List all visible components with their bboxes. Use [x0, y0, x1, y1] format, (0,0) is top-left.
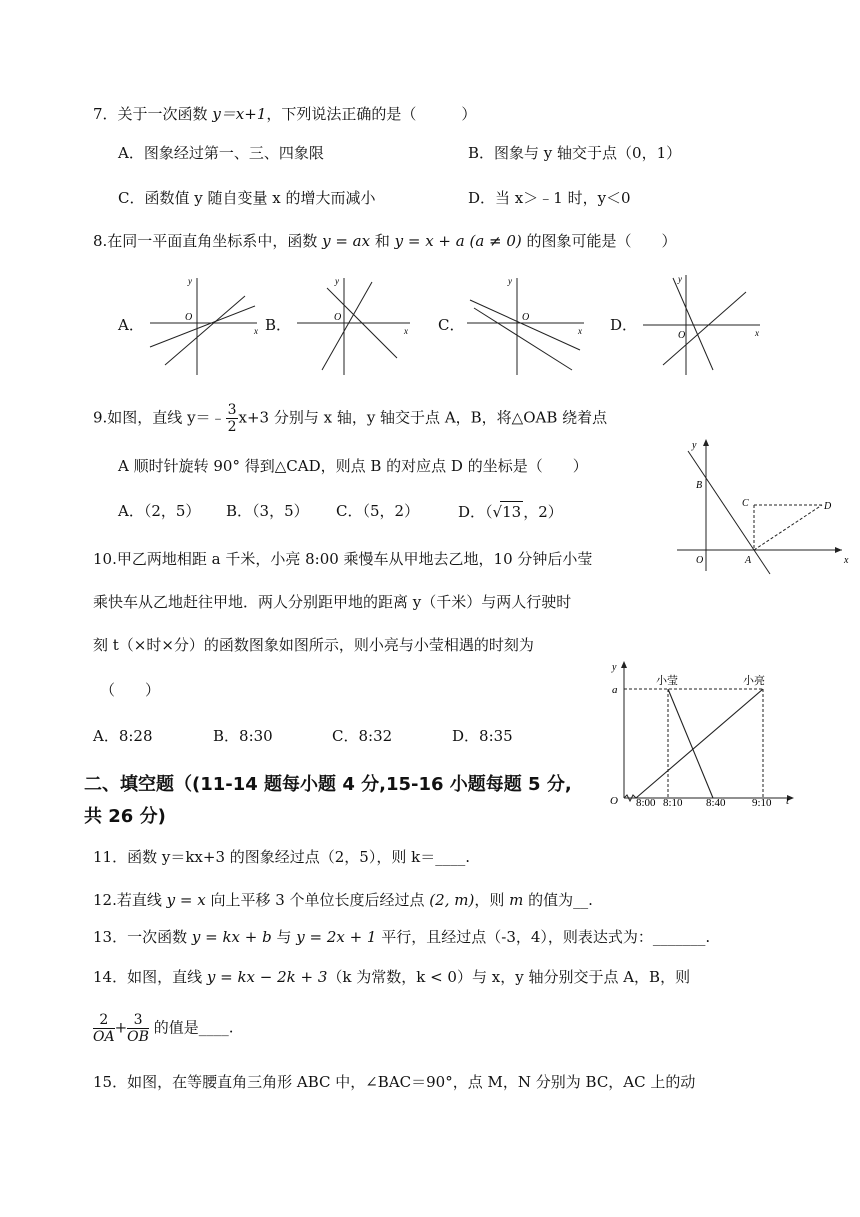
q9-option-c: C．（5，2） [336, 502, 420, 520]
svg-text:x: x [755, 328, 759, 338]
svg-text:O: O [610, 795, 618, 807]
svg-text:y: y [188, 276, 192, 286]
svg-text:y: y [678, 274, 682, 284]
svg-text:a: a [612, 684, 618, 696]
q7-option-d: D．当 x＞﹣1 时，y＜0 [468, 189, 631, 207]
q8-graph-a [145, 270, 265, 380]
svg-text:y: y [692, 440, 697, 451]
q7-option-a: A．图象经过第一、三、四象限 [118, 144, 324, 162]
q9-fraction: $\frac{3}{2}$ [227, 402, 237, 435]
q10-option-c: C．8:32 [332, 727, 393, 745]
q8-graph-c [462, 270, 592, 380]
q14-fraction-2: $\frac{3}{OB}$ [127, 1012, 149, 1045]
q8-graph-d [638, 270, 768, 380]
q8-label-b: B． [265, 316, 292, 334]
svg-text:小亮: 小亮 [743, 675, 765, 687]
q10-option-d: D．8:35 [452, 727, 513, 745]
svg-text:O: O [522, 312, 530, 323]
svg-text:B: B [696, 480, 703, 491]
q9-option-b: B．（3，5） [226, 502, 309, 520]
svg-text:8:00: 8:00 [636, 797, 656, 809]
q11: 11．函数 y＝kx+3 的图象经过点（2，5），则 k＝____. [93, 848, 470, 866]
q9-option-a: A．（2，5） [118, 502, 201, 520]
q9-stem-line1: 9.如图，直线 y＝﹣ $\frac{3}{2}$ x+3 分别与 x 轴，y 轴交于点 A，B，将△OAB 绕着点 [93, 402, 608, 435]
svg-text:O: O [185, 312, 193, 323]
q8-label-d: D． [610, 316, 638, 334]
q7-option-b: B．图象与 y 轴交于点（0，1） [468, 144, 682, 162]
svg-text:O: O [678, 330, 686, 341]
q15: 15．如图，在等腰直角三角形 ABC 中，∠BAC＝90°，点 M，N 分别为 BC，AC 上的动 [93, 1073, 696, 1091]
q14-line2: $\frac{2}{OA}$ + $\frac{3}{OB}$ 的值是____. [93, 1012, 234, 1045]
q10-line1: 10.甲乙两地相距 a 千米，小亮 8:00 乘慢车从甲地去乙地，10 分钟后小莹 [93, 550, 593, 568]
svg-text:x: x [254, 326, 258, 336]
q10-figure [600, 658, 800, 810]
q14-line1: 14．如图，直线 y = kx − 2k + 3（k 为常数，k < 0）与 x，y 轴分别交于点 A，B，则 [93, 968, 691, 986]
svg-text:t: t [786, 795, 790, 807]
svg-text:A: A [745, 555, 752, 566]
svg-text:O: O [696, 555, 704, 566]
svg-text:y: y [508, 276, 512, 286]
svg-text:C: C [742, 498, 749, 509]
q8-label-c: C． [438, 316, 465, 334]
q8-stem: 8.在同一平面直角坐标系中，函数 y = ax 和 y = x + a (a ≠ 0) 的图象可能是（ ） [93, 232, 677, 250]
q10-option-b: B．8:30 [213, 727, 273, 745]
q8-label-a: A． [118, 316, 144, 334]
q9-figure [672, 436, 852, 576]
q9-option-d: D．（√13 ，2） [458, 503, 563, 521]
svg-text:y: y [612, 662, 617, 673]
svg-text:O: O [334, 312, 342, 323]
q7-stem: 7．关于一次函数 y＝x+1，下列说法正确的是（ ） [93, 105, 477, 123]
svg-text:D: D [824, 501, 832, 512]
svg-text:8:40: 8:40 [706, 797, 726, 809]
q10-line3: 刻 t（×时×分）的函数图象如图所示，则小亮与小莹相遇的时刻为 [93, 636, 534, 654]
q10-option-a: A．8:28 [93, 727, 153, 745]
svg-text:8:10: 8:10 [663, 797, 683, 809]
svg-text:x: x [404, 326, 408, 336]
q9-stem-line2: A 顺时针旋转 90° 得到△CAD，则点 B 的对应点 D 的坐标是（ ） [118, 457, 588, 475]
svg-text:y: y [335, 276, 339, 286]
q12: 12.若直线 y = x 向上平移 3 个单位长度后经过点 (2, m)，则 m 的值为__. [93, 891, 593, 909]
svg-text:小莹: 小莹 [656, 675, 678, 687]
q13: 13．一次函数 y = kx + b 与 y = 2x + 1 平行，且经过点（-3，4），则表达式为：_______. [93, 928, 711, 946]
svg-text:x: x [844, 555, 849, 566]
q14-fraction-1: $\frac{2}{OA}$ [93, 1012, 115, 1045]
svg-text:9:10: 9:10 [752, 797, 772, 809]
q10-line2: 乘快车从乙地赶往甲地．两人分别距甲地的距离 y（千米）与两人行驶时 [93, 593, 572, 611]
section2-heading-line2: 共 26 分) [84, 806, 166, 827]
section2-heading-line1: 二、填空题（(11-14 题每小题 4 分,15-16 小题每题 5 分, [84, 774, 572, 795]
svg-text:x: x [578, 326, 582, 336]
q7-option-c: C．函数值 y 随自变量 x 的增大而减小 [118, 189, 376, 207]
q10-line4: （ ） [100, 681, 161, 699]
q8-graph-b [292, 270, 417, 380]
